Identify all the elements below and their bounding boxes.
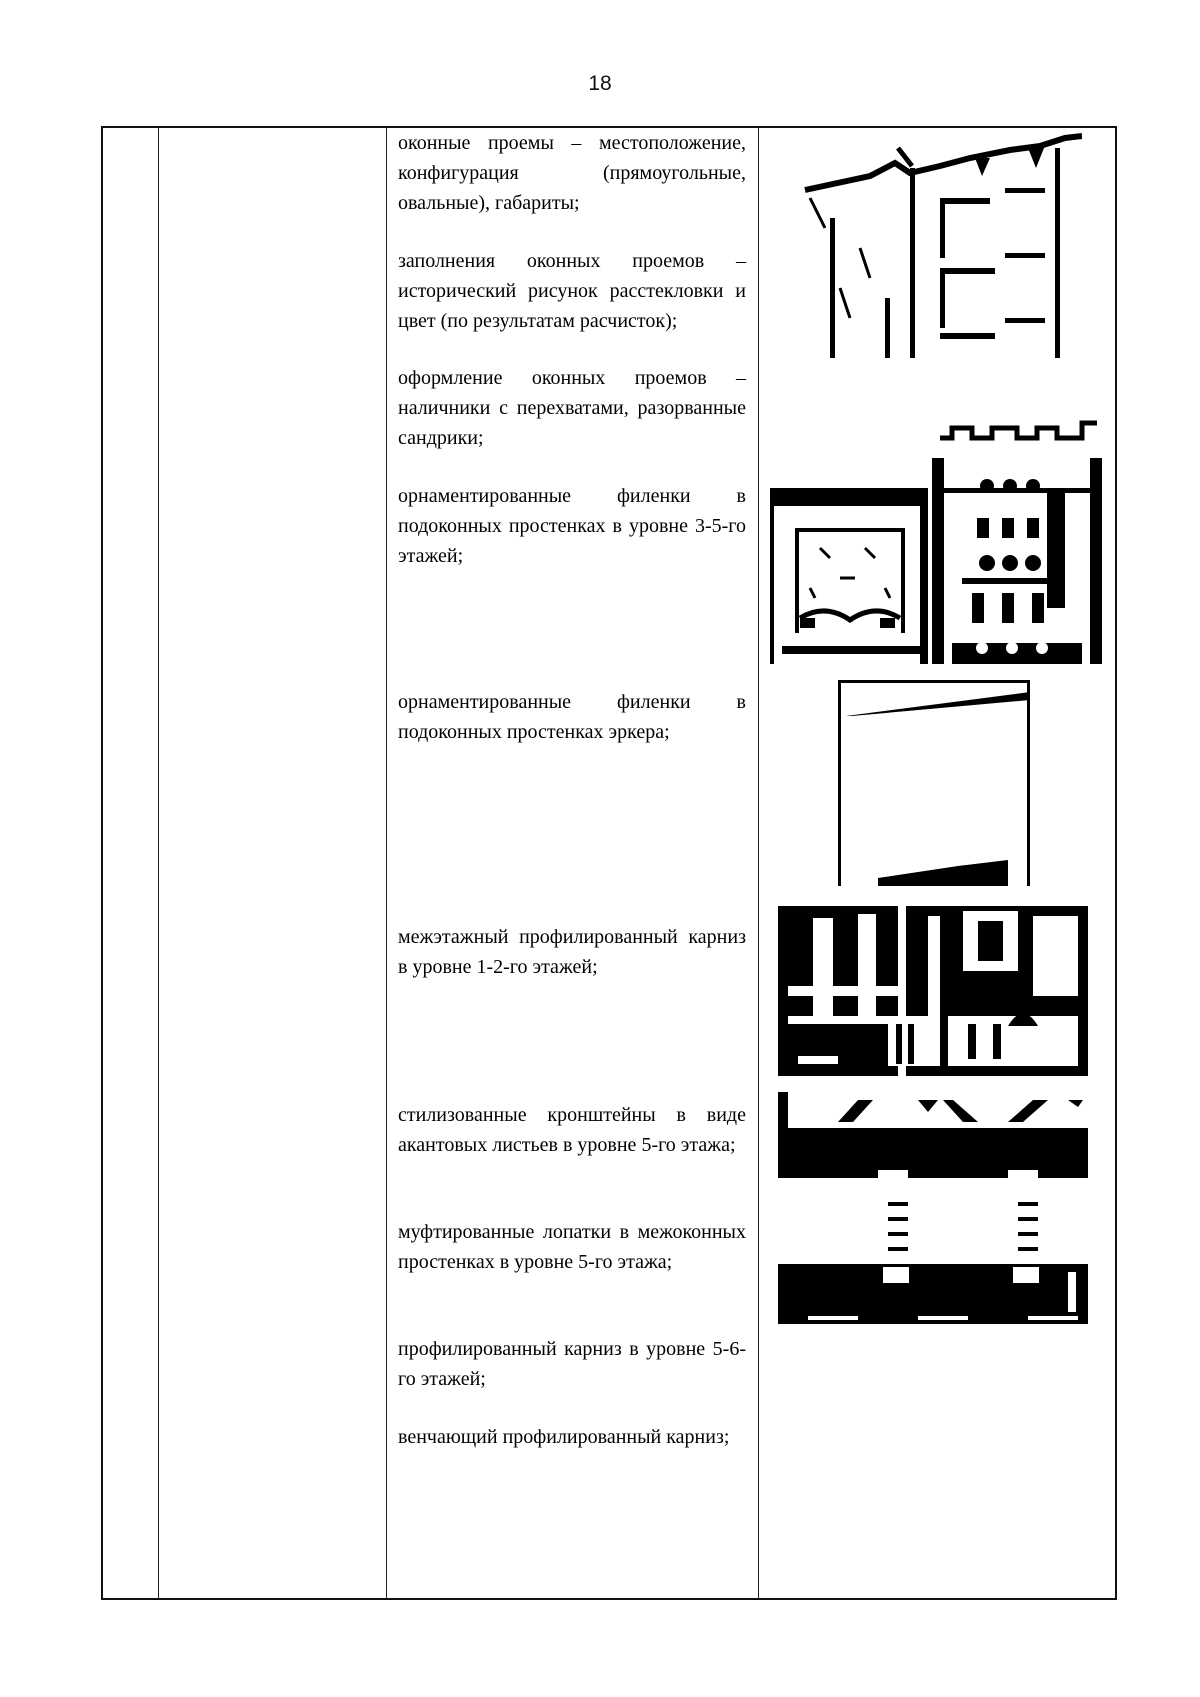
facade-tower-floors-photo (932, 418, 1102, 664)
feature-rusticated-pilasters: муфтированные лопатки в межоконных простенках в уровне 5-го этажа; (398, 1221, 746, 1273)
feature-window-decoration: оформление оконных проемов – наличники с перехватами, разорванные сандрики; (398, 367, 746, 449)
feature-interfloor-cornice: межэтажный профилированный карниз в уровне 1-2-го этажей; (398, 926, 746, 978)
acanthus-brackets-photo (778, 1092, 1088, 1324)
bay-window-panel-photo (838, 680, 1030, 886)
feature-window-fillings: заполнения оконных проемов – исторический рисунок расстекловки и цвет (по результатам расчисток); (398, 250, 746, 332)
interfloor-cornice-photo (778, 906, 1088, 1076)
feature-panels-floors-3-5: орнаментированные филенки в подоконных простенках в уровне 3-5-го этажей; (398, 485, 746, 567)
facade-windows-photo (800, 128, 1082, 364)
feature-crowning-cornice: венчающий профилированный карниз; (398, 1426, 730, 1448)
feature-cornice-floors-5-6: профилированный карниз в уровне 5-6-го этажей; (398, 1338, 746, 1390)
window-panel-ornament-photo (770, 488, 928, 664)
feature-acanthus-brackets: стилизованные кронштейны в виде акантовых листьев в уровне 5-го этажа; (398, 1104, 746, 1156)
feature-window-openings: оконные проемы – местоположение, конфигурация (прямоугольные, овальные), габариты; (398, 132, 746, 214)
page-number: 18 (588, 72, 612, 95)
column-divider-1 (158, 128, 159, 1598)
feature-panels-bay-window: орнаментированные филенки в подоконных простенках эркера; (398, 691, 746, 743)
column-divider-3 (758, 128, 759, 1598)
column-divider-2 (386, 128, 387, 1598)
